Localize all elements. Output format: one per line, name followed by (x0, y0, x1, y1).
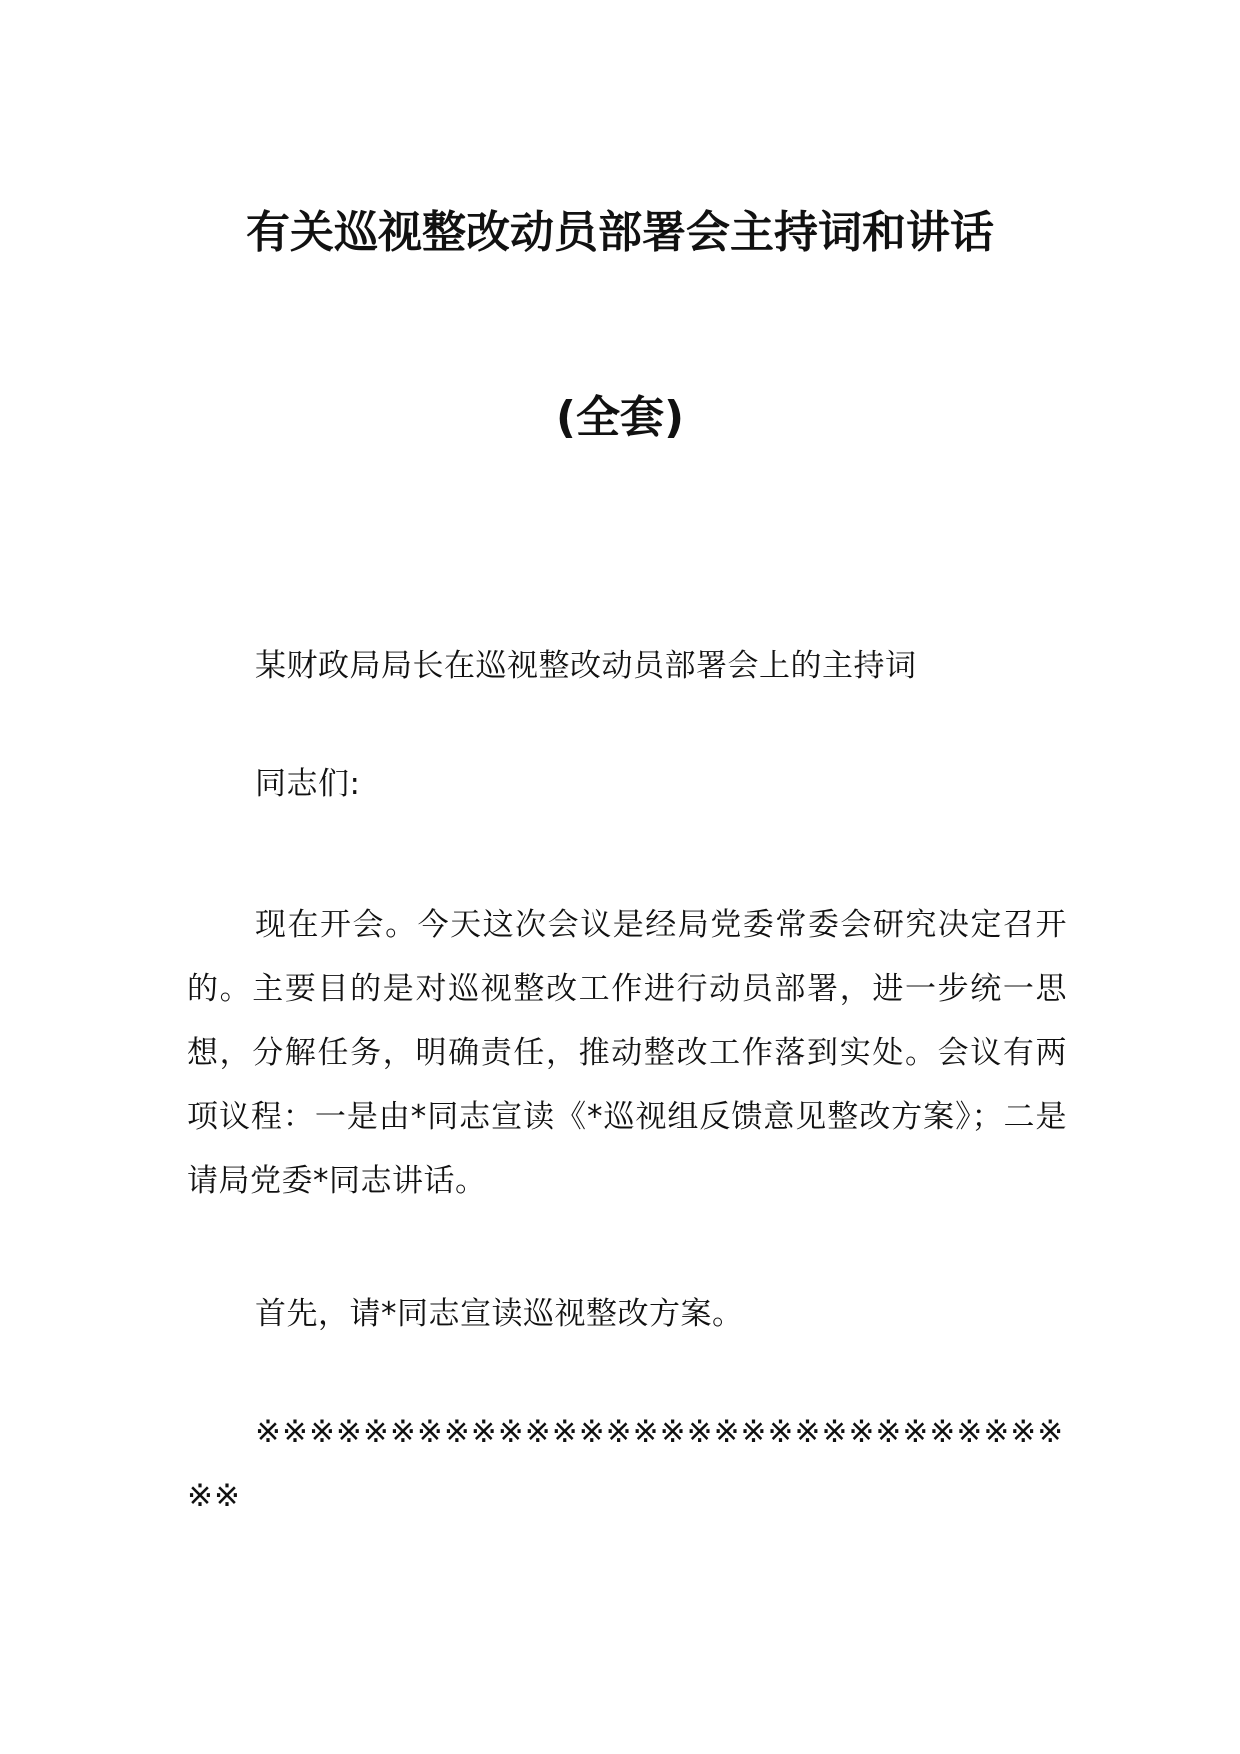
section-divider: ※※※※※※※※※※※※※※※※※※※※※※※※※※※※※※※※ (187, 1414, 1065, 1514)
greeting-line: 同志们: (255, 766, 361, 802)
agenda-item-paragraph: 首先，请*同志宣读巡视整改方案。 (255, 1296, 744, 1332)
document-title: 有关巡视整改动员部署会主持词和讲话 (246, 207, 994, 258)
speech-heading: 某财政局局长在巡视整改动员部署会上的主持词 (255, 648, 917, 684)
opening-paragraph: 现在开会。今天这次会议是经局党委常委会研究决定召开的。主要目的是对巡视整改工作进行动员部署，进一步统一思想，分解任务，明确责任，推动整改工作落到实处。会议有两项议程：一是由*同志宣读《*巡视组反馈意见整改方案》；二是请局党委*同志讲话。 (187, 907, 1067, 1199)
document-subtitle: (全套) (555, 392, 685, 443)
